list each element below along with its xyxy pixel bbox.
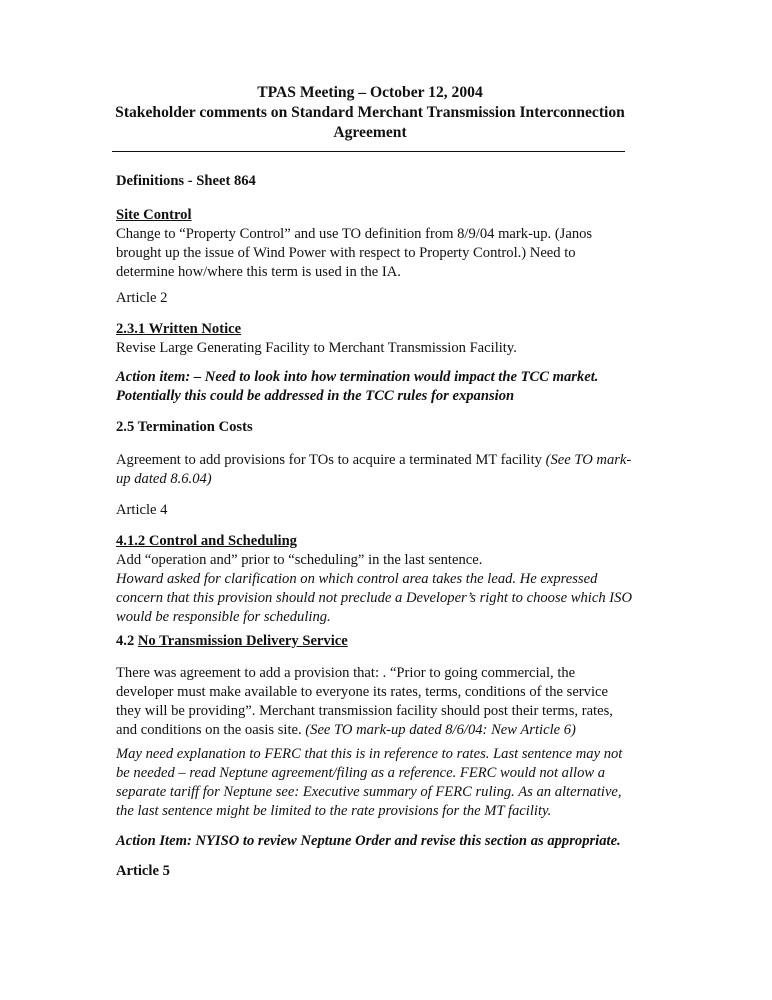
site-control-section: [116, 206, 636, 282]
no-transmission-reference: (See TO mark-up dated 8/6/04: New Article 6): [305, 722, 576, 738]
ferc-note: May need explanation to FERC that this is in reference to rates. Last sentence may not be needed – read Neptune agreement/filing as a reference. FERC would not allow a separate tariff for Neptune see: Executive summary of FERC ruling. As an alternative, the last sentence might be limited to the rate provisions for the MT facility.: [116, 746, 623, 819]
article-5-heading: Article 5: [116, 863, 170, 879]
no-transmission-body: [116, 664, 636, 740]
title-line-3: Agreement: [333, 124, 407, 141]
written-notice-body: Revise Large Generating Facility to Merchant Transmission Facility.: [116, 340, 517, 356]
termination-costs-text: Agreement to add provisions for TOs to acquire a terminated MT facility: [116, 452, 546, 468]
title-line-2: Stakeholder comments on Standard Merchant Transmission Interconnection: [115, 104, 625, 121]
no-transmission-heading: [116, 632, 636, 651]
control-scheduling-heading: 4.1.2 Control and Scheduling: [116, 533, 297, 549]
control-scheduling-note: Howard asked for clarification on which control area takes the lead. He expressed concern that this provision should not preclude a Developer’s right to choose which ISO would be responsible for scheduling.: [116, 571, 632, 625]
title-line-1: TPAS Meeting – October 12, 2004: [257, 84, 483, 101]
written-notice-heading: 2.3.1 Written Notice: [116, 321, 242, 337]
action-item-termination: Action item: – Need to look into how termination would impact the TCC market. Potentially this could be addressed in the TCC rules for expansion: [116, 369, 599, 404]
site-control-heading: Site Control: [116, 207, 192, 223]
termination-costs-body: [116, 451, 636, 489]
written-notice-section: [116, 320, 636, 358]
termination-costs-heading: 2.5 Termination Costs: [116, 419, 253, 435]
no-transmission-title: No Transmission Delivery Service: [137, 633, 348, 649]
document-title: [105, 83, 635, 143]
site-control-body: Change to “Property Control” and use TO definition from 8/9/04 mark-up. (Janos brought up the issue of Wind Power with respect to Property Control.) Need to determine how/where this term is used in the IA.: [116, 226, 593, 280]
action-item-neptune: Action Item: NYISO to review Neptune Order and revise this section as appropriate.: [116, 833, 621, 849]
termination-costs-reference: (See TO mark-up dated 8.6.04): [116, 452, 632, 487]
title-divider: [112, 151, 625, 152]
control-scheduling-body: Add “operation and” prior to “scheduling” in the last sentence.: [116, 552, 483, 568]
definitions-heading: Definitions - Sheet 864: [116, 173, 256, 189]
article-4-heading: Article 4: [116, 502, 168, 518]
no-transmission-text: There was agreement to add a provision that: . “Prior to going commercial, the developer must make available to everyone its rates, terms, conditions of the service they will be providing”. Merchant transmission facility should post their terms, rates, and conditions on the oasis site.: [116, 665, 613, 738]
article-2-heading: Article 2: [116, 290, 168, 306]
no-transmission-number: 4.2: [116, 633, 138, 649]
control-scheduling-section: [116, 532, 636, 627]
